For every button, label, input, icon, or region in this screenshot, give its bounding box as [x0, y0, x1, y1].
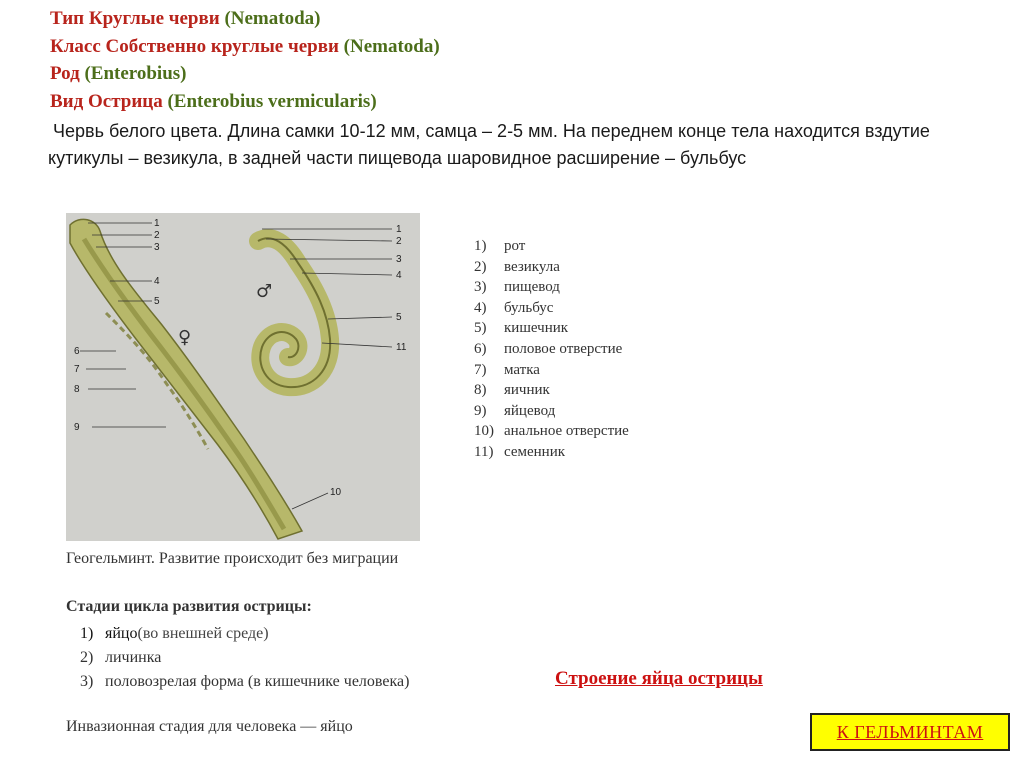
- female-symbol-icon: ♀: [178, 327, 192, 348]
- legend-item: 10) анальное отверстие: [474, 423, 629, 440]
- pinworm-anatomy-figure: [66, 213, 420, 541]
- helminths-nav-button[interactable]: [810, 713, 1010, 751]
- male-label: 4: [396, 270, 402, 281]
- stage-item: 1) яйцо (во внешней среде): [80, 625, 269, 642]
- title-class: [50, 35, 440, 59]
- legend-item: 9) яйцевод: [474, 402, 556, 419]
- title-species: [50, 90, 377, 114]
- anatomy-legend: [474, 236, 629, 463]
- female-label: 3: [154, 242, 160, 253]
- female-label: 10: [330, 487, 342, 498]
- legend-item: 11) семенник: [474, 443, 566, 460]
- female-label: 2: [154, 230, 160, 241]
- male-label: 2: [396, 236, 402, 247]
- stage-item: 3) половозрелая форма (в кишечнике человека): [80, 673, 410, 690]
- title-class-ru: Класс Собственно круглые черви: [50, 36, 344, 57]
- stages-title: Стадии цикла развития острицы:: [66, 598, 312, 615]
- male-label: 3: [396, 254, 402, 265]
- legend-item: 7) матка: [474, 361, 540, 378]
- male-label: 5: [396, 312, 402, 323]
- description-text: Червь белого цвета. Длина самки 10-12 мм, самца – 2-5 мм. На переднем конце тела находится вздутие кутикулы – везикула, в задней части пищевода шаровидное расширение – бульбус: [48, 121, 935, 168]
- title-type-ru: Тип Круглые черви: [50, 8, 225, 29]
- male-worm-body: [258, 238, 330, 387]
- female-label: 9: [74, 422, 80, 433]
- male-label: 1: [396, 224, 402, 235]
- invasive-stage-note: Инвазионная стадия для человека — яйцо: [66, 718, 353, 735]
- legend-item: 2) везикула: [474, 258, 560, 275]
- legend-item: 1) рот: [474, 238, 526, 254]
- stage-item: 2) личинка: [80, 649, 162, 666]
- male-label: 11: [396, 342, 407, 353]
- title-species-latin: (Enterobius vermicularis): [167, 91, 377, 112]
- pinworm-illustration: [66, 213, 420, 541]
- title-species-ru: Вид Острица: [50, 91, 168, 112]
- title-class-latin: (Nematoda): [343, 36, 440, 57]
- male-symbol-icon: ♂: [256, 281, 273, 302]
- female-label: 5: [154, 296, 160, 307]
- female-label: 4: [154, 276, 160, 287]
- legend-item: 5) кишечник: [474, 320, 569, 337]
- female-label: 7: [74, 364, 80, 375]
- female-label: 6: [74, 346, 80, 357]
- legend-item: 8) яичник: [474, 382, 550, 399]
- helminths-nav-label: К ГЕЛЬМИНТАМ: [836, 721, 984, 742]
- title-genus-latin: (Enterobius): [84, 63, 187, 84]
- title-genus-ru: Род: [50, 63, 85, 84]
- legend-item: 6) половое отверстие: [474, 340, 623, 357]
- title-type: [50, 7, 320, 31]
- male-labels: [396, 224, 407, 353]
- legend-item: 4) бульбус: [474, 299, 554, 316]
- title-type-latin: (Nematoda): [224, 8, 321, 29]
- title-genus: [50, 62, 187, 86]
- legend-item: 3) пищевод: [474, 279, 560, 296]
- stages-list: [80, 622, 409, 694]
- geohelminth-note: Геогельминт. Развитие происходит без миграции: [66, 550, 399, 567]
- egg-structure-link[interactable]: Строение яйца острицы: [555, 668, 763, 689]
- female-label: 8: [74, 384, 80, 395]
- female-label: 1: [154, 218, 160, 229]
